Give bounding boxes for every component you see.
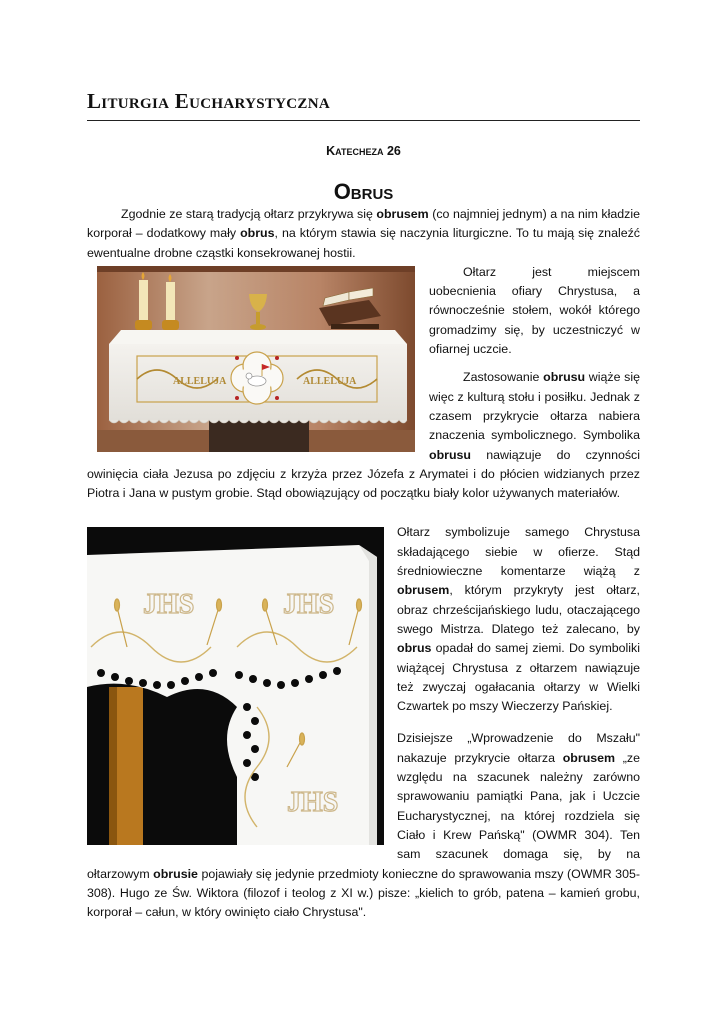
- article-title: Obrus: [333, 179, 394, 204]
- page: [87, 88, 640, 922]
- altar-illustration: [97, 266, 415, 452]
- paragraph-3: Zastosowanie obrusu wiąże się więc z kulturą stołu i posiłku. Jednak z czasem przykrycie ołtarza nabiera znaczenia symbolicznego. Symbolika obrusu nawiązuje do czynności owinięcia ciała Jezusa po zdjęciu z krzyża przez Józefa z Arymatei i do płócien widzianych przez Piotra i Jana w pustym grobie. Stąd obowiązujący od początku biały kolor używanych materiałów.: [87, 370, 640, 501]
- jhs-monogram-lower: JHS: [287, 787, 339, 819]
- catechesis-label: Katecheza 26: [326, 144, 401, 158]
- cloth-detail-illustration: [87, 527, 384, 845]
- alleluja-left-text: ALLELUJA: [173, 375, 227, 387]
- alleluja-right-text: ALLELUJA: [303, 375, 357, 387]
- page-header-title: Liturgia Eucharystyczna: [87, 88, 640, 121]
- jhs-monogram-right: JHS: [283, 589, 335, 621]
- paragraph-4: Ołtarz symbolizuje samego Chrystusa składającego siebie w ofierze. Stąd średniowieczne komentarze wiążą z obrusem, którym przykryty jest ołtarz, obraz chrześcijańskiego ludu, otaczającego swego Mistrza. Dlatego też zalecano, by obrus opadał do samej ziemi. Do symboliki wiążącej Chrystusa z ołtarzem nawiązuje też zwyczaj ogałacania ołtarzy w Wielki Czwartek po mszy Wieczerzy Pańskiej.: [397, 525, 640, 714]
- paragraph-2: Ołtarz jest miejscem uobecnienia ofiary Chrystusa, a równocześnie stołem, wokół którego gromadzimy się, by uczestniczyć w ofiarnej uczcie.: [429, 264, 640, 357]
- paragraph-1: Zgodnie ze starą tradycją ołtarz przykrywa się obrusem (co najmniej jednym) a na nim kładzie korporał – dodatkowy mały obrus, na którym stawia się naczynia liturgiczne. To tu mają się znaleźć ewentualne drobne cząstki konsekrowanej hostii.: [87, 207, 641, 260]
- jhs-monogram-left: JHS: [143, 589, 195, 621]
- altar-photo: [97, 266, 415, 452]
- paragraph-5: Dzisiejsze „Wprowadzenie do Mszału" nakazuje przykrycie ołtarza obrusem „ze względu na szacunek należny zarówno sprawowaniu pamiątki Pana, jak i Uczcie Eucharystycznej, na której rozdziela się Ciało i Krew Pańską" (OWMR 304). Ten sam szacunek domaga się, by na ołtarzowym obrusie pojawiały się jedynie przedmioty konieczne do sprawowania mszy (OWMR 305-308). Hugo ze Św. Wiktora (filozof i teolog z XI w.) pisze: „kielich to grób, patena – kamień grobu, korporał – całun, w który owinięto ciało Chrystusa".: [87, 731, 640, 920]
- altar-cloth-detail-photo: [87, 527, 384, 845]
